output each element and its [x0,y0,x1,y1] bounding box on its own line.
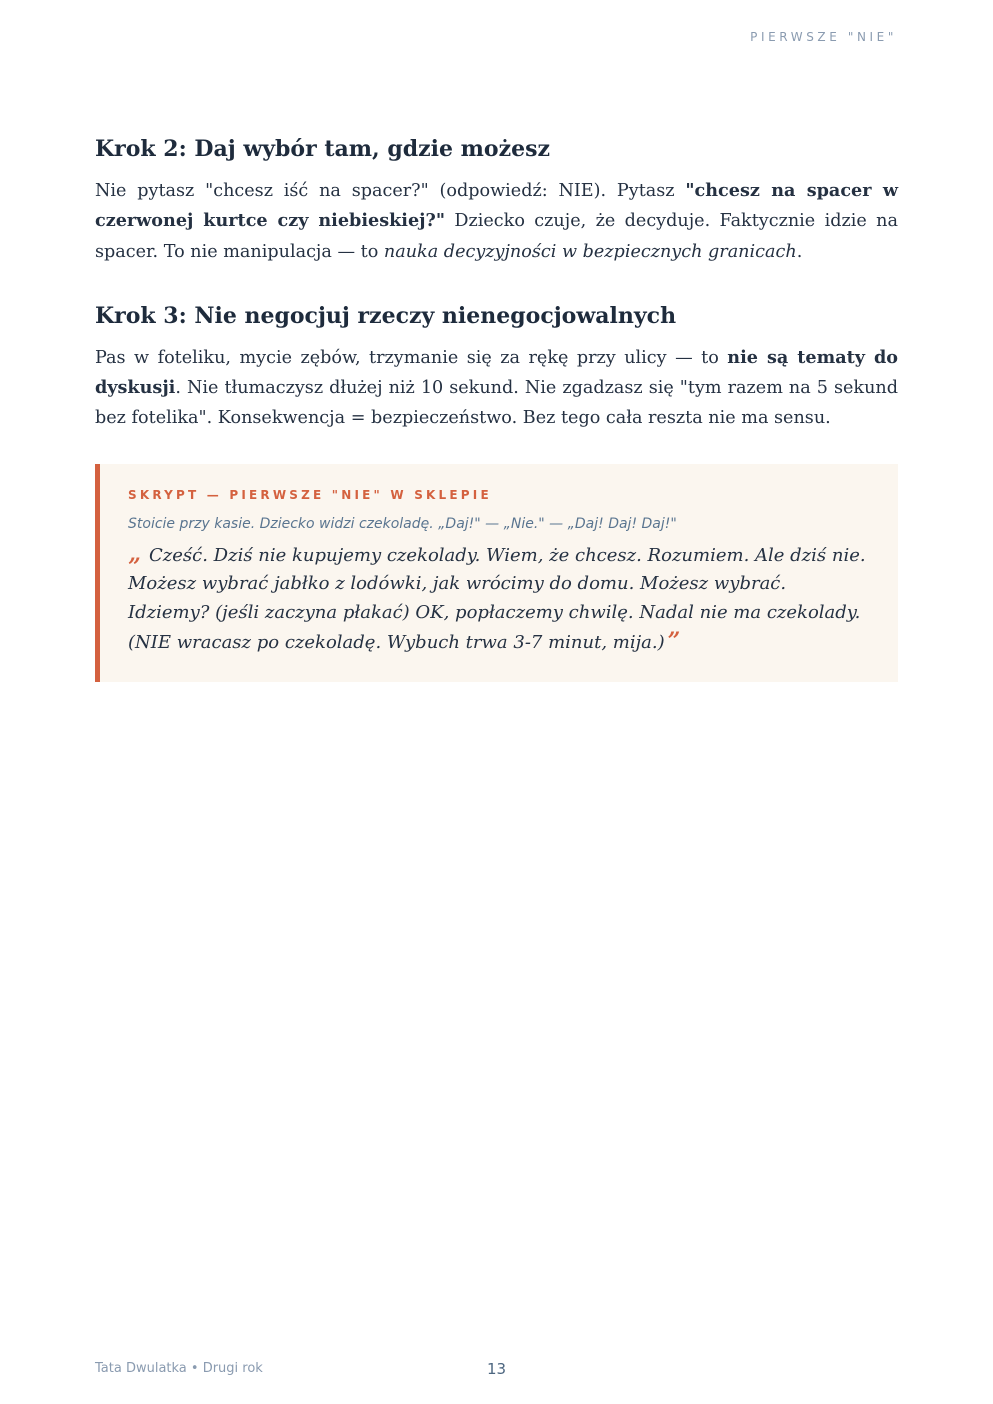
footer-book-info: Tata Dwulatka • Drugi rok [95,1361,263,1376]
bold-text-run: "chcesz na spacer w czerwonej kurtce czy niebieskiej?" [95,180,899,232]
running-header: PIERWSZE "NIE" [750,30,897,44]
section-heading-step-2: Krok 2: Daj wybór tam, gdzie możesz [95,136,550,162]
callout-context: Stoicie przy kasie. Dziecko widzi czekoladę. „Daj!" — „Nie." — „Daj! Daj! Daj!" [128,515,677,532]
bold-text-run: nie są tematy do dyskusji [95,346,898,399]
section-paragraph-step-3 [95,343,898,434]
text-run: Dziecko czuje, że decyduje. Faktycznie idzie na spacer. To nie manipulacja — to [95,211,898,262]
page-content [95,134,898,682]
italic-text-run: nauka decyzyjności w bezpiecznych granicach [383,241,797,262]
section-paragraph-step-2 [95,176,898,267]
text-run: . Nie tłumaczysz dłużej niż 10 sekund. Nie zgadzasz się "tym razem na 5 sekund bez fotelika". Konsekwencja = bezpieczeństwo. Bez tego cała reszta nie ma sensu. [95,378,898,429]
text-run: . [796,241,803,262]
close-quote-mark-icon: ” [667,628,681,655]
section-heading-step-3: Krok 3: Nie negocjuj rzeczy nienegocjowalnych [95,302,677,329]
open-quote-mark-icon: ” [128,553,141,580]
quote-text: Cześć. Dziś nie kupujemy czekolady. Wiem, że chcesz. Rozumiem. Ale dziś nie. Możesz wybrać jabłko z lodówki, jak wrócimy do domu. Możesz wybrać. Idziemy? (jeśli zaczyna płakać) OK, popłaczemy chwilę. Nadal nie ma czekolady. (NIE wracasz po czekoladę. Wybuch trwa 3-7 minut, mija.) [128,544,866,654]
page-number: 13 [486,1360,507,1378]
callout-title: SKRYPT — PIERWSZE "NIE" W SKLEPIE [128,487,492,502]
text-run: Nie pytasz "chcesz iść na spacer?" (odpowiedź: NIE). Pytasz [95,181,686,201]
script-callout-box [95,464,898,682]
callout-quote [128,542,870,658]
text-run: Pas w foteliku, mycie zębów, trzymanie się za rękę przy ulicy — to [95,347,728,368]
